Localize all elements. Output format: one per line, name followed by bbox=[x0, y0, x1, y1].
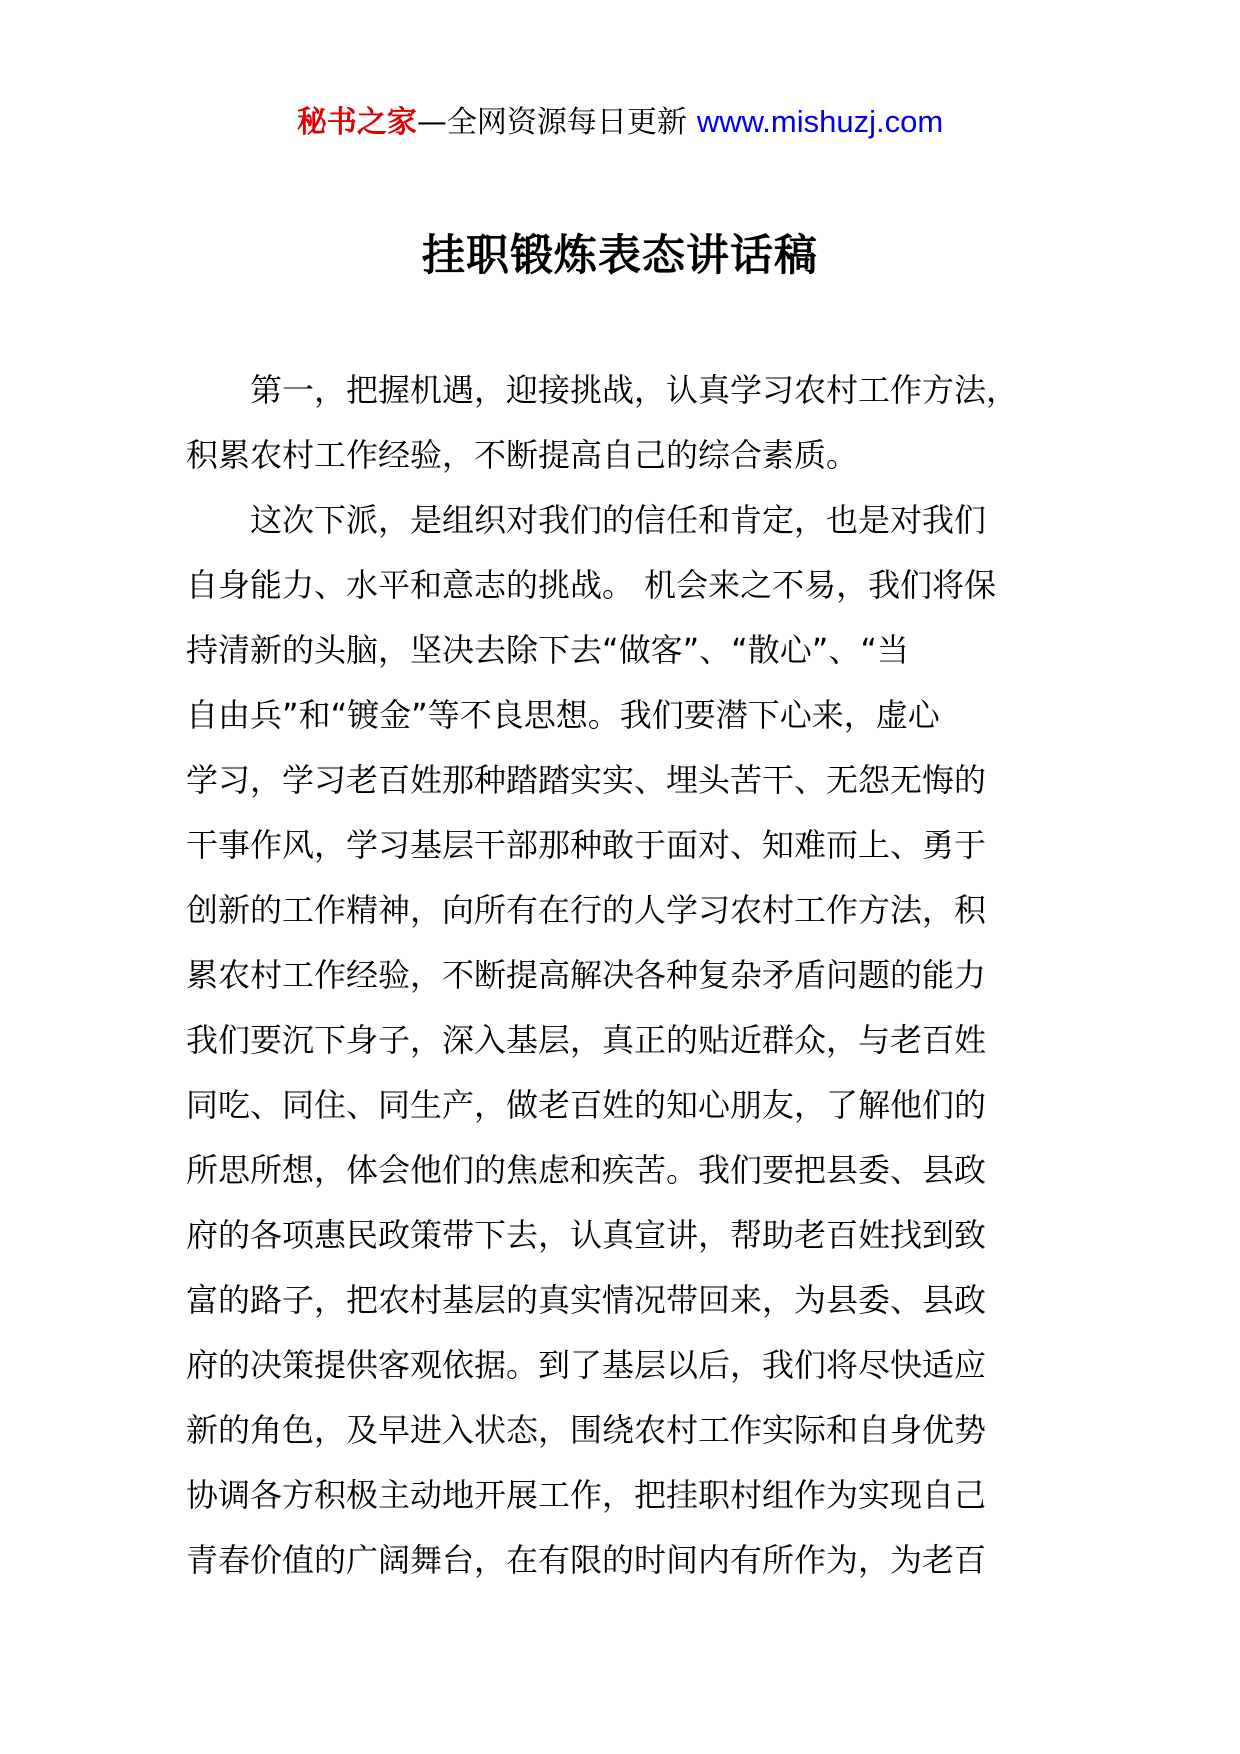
text-line: 创新的工作精神，向所有在行的人学习农村工作方法，积 bbox=[186, 891, 987, 929]
text-line: 累农村工作经验，不断提高解决各种复杂矛盾问题的能力 bbox=[186, 956, 987, 994]
text-line: 所思所想，体会他们的焦虑和疾苦。我们要把县委、县政 bbox=[186, 1151, 987, 1189]
text-line: 积累农村工作经验，不断提高自己的综合素质。 bbox=[186, 436, 859, 474]
text-line: 协调各方积极主动地开展工作，把挂职村组作为实现自己 bbox=[186, 1476, 987, 1514]
text-line: 这次下派，是组织对我们的信任和肯定，也是对我们 bbox=[250, 501, 987, 539]
text-line: 干事作风，学习基层干部那种敢于面对、知难而上、勇于 bbox=[186, 826, 987, 864]
site-tagline: —全网资源每日更新 bbox=[416, 105, 687, 140]
text-line: 第一，把握机遇，迎接挑战，认真学习农村工作方法， bbox=[250, 371, 1019, 409]
text-line: 青春价值的广阔舞台，在有限的时间内有所作为，为老百 bbox=[186, 1541, 987, 1579]
text-line: 自身能力、水平和意志的挑战。 机会来之不易，我们将保 bbox=[186, 566, 997, 604]
paragraph-1 bbox=[186, 358, 1086, 488]
text-line: 学习，学习老百姓那种踏踏实实、埋头苦干、无怨无悔的 bbox=[186, 761, 987, 799]
site-url-link[interactable]: www.mishuzj.com bbox=[696, 104, 944, 139]
site-name: 秘书之家 bbox=[296, 105, 417, 140]
document-title: 挂职锻炼表态讲话稿 bbox=[422, 231, 818, 281]
text-line: 新的角色，及早进入状态，围绕农村工作实际和自身优势 bbox=[186, 1411, 987, 1449]
text-line: 持清新的头脑，坚决去除下去“做客”、“散心”、“当 bbox=[186, 631, 909, 669]
site-header bbox=[0, 100, 1240, 145]
text-line: 自由兵”和“镀金”等不良思想。我们要潜下心来，虚心 bbox=[186, 696, 940, 734]
text-line: 我们要沉下身子，深入基层，真正的贴近群众，与老百姓 bbox=[186, 1021, 987, 1059]
text-line: 同吃、同住、同生产，做老百姓的知心朋友，了解他们的 bbox=[186, 1086, 987, 1124]
paragraph-2 bbox=[186, 488, 1086, 1593]
text-line: 富的路子，把农村基层的真实情况带回来，为县委、县政 bbox=[186, 1281, 987, 1319]
text-line: 府的决策提供客观依据。到了基层以后，我们将尽快适应 bbox=[186, 1346, 987, 1384]
document-body bbox=[186, 358, 1086, 1593]
text-line: 府的各项惠民政策带下去，认真宣讲，帮助老百姓找到致 bbox=[186, 1216, 987, 1254]
